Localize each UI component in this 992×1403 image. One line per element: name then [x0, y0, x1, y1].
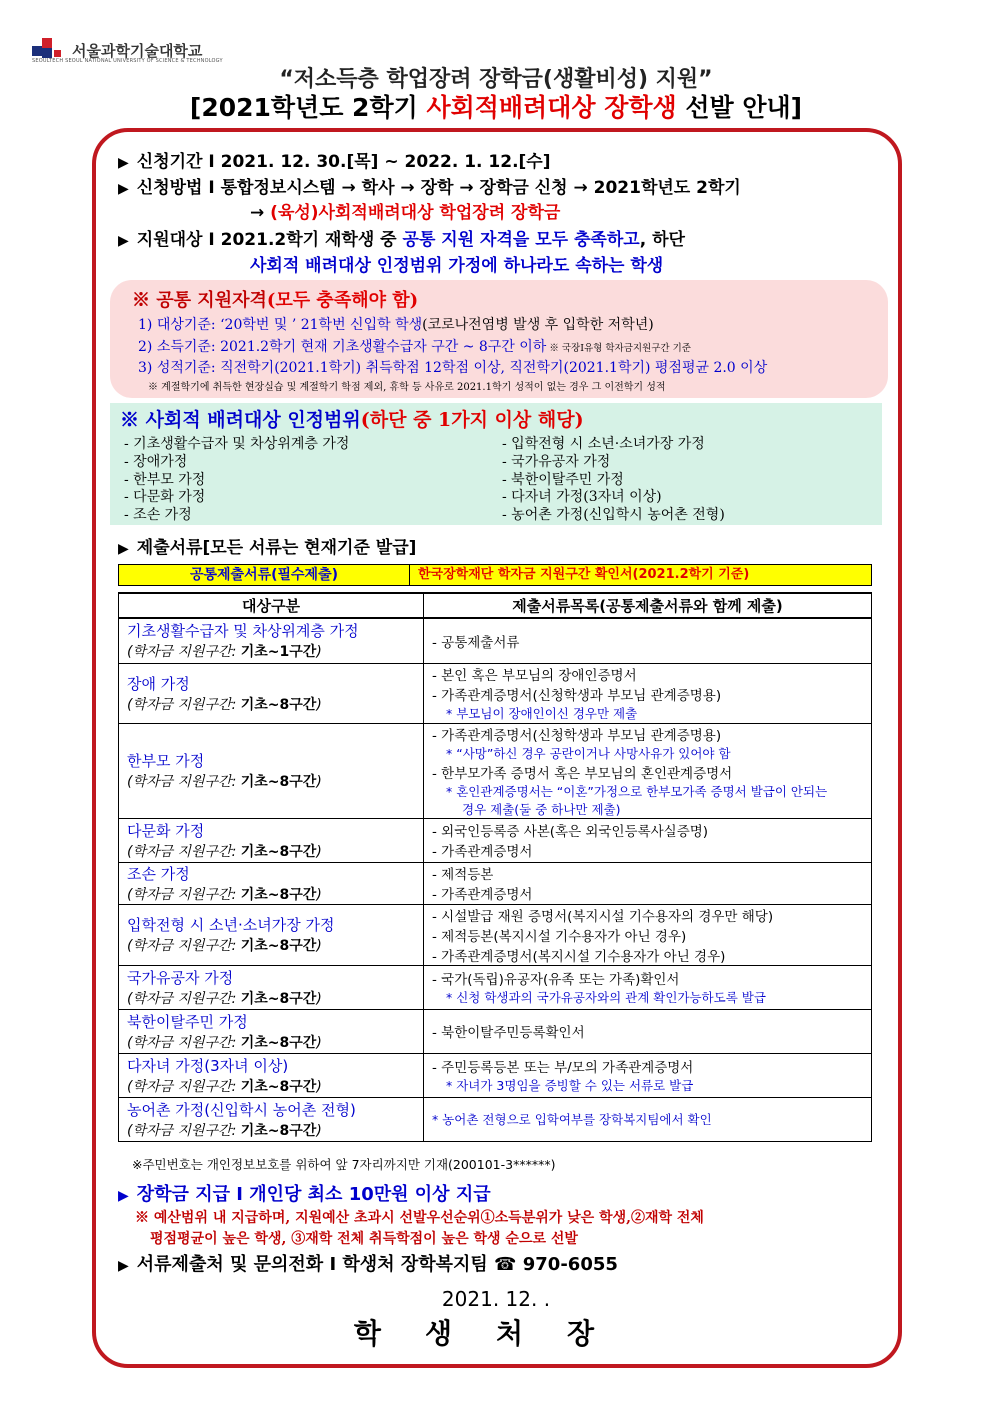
criteria-item: 3) 성적기준: 직전학기(2021.1학기) 취득학점 12학점 이상, 직전학기(2021.1학기) 평점평균 2.0 이상 — [138, 360, 768, 376]
social-range-item: - 농어촌 가정(신입학시 농어촌 전형) — [502, 507, 725, 523]
common-qualification-heading: ※ 공통 지원자격(모두 충족해야 함) — [132, 290, 419, 311]
documents-cell — [424, 1097, 872, 1141]
table-row — [119, 965, 872, 1009]
table-row — [119, 904, 872, 965]
payment-note: ※ 예산범위 내 지급하며, 지원예산 초과시 선발우선순위①소득분위가 낮은 학생,②재학 전체 — [135, 1210, 704, 1226]
category-cell — [119, 862, 424, 904]
category-cell — [119, 618, 424, 663]
bullet-icon: ▶ — [118, 233, 129, 249]
category-range: (학자금 지원구간: 기초~8구간) — [127, 1034, 322, 1051]
documents-cell — [424, 1053, 872, 1097]
category-range: (학자금 지원구간: 기초~8구간) — [127, 886, 322, 903]
category-cell — [119, 723, 424, 818]
documents-cell — [424, 818, 872, 862]
document-note: * 혼인관계증명서는 “이혼”가정으로 한부모가족 증명서 발급이 안되는 — [446, 783, 828, 799]
common-documents-bar — [118, 564, 872, 586]
criteria-item: 2) 소득기준: 2021.2학기 현재 기초생활수급자 구간 ~ 8구간 이하 ※ 국장Ⅰ유형 학자금지원구간 기준 — [138, 339, 691, 355]
document-item: - 가족관계증명서(신청학생과 부모님 관계증명용) — [432, 688, 722, 704]
document-item: - 가족관계증명서 — [432, 844, 533, 860]
scholarship-payment: ▶ 장학금 지급 I 개인당 최소 10만원 이상 지급 — [118, 1184, 491, 1205]
category-name: 한부모 가정 — [127, 752, 205, 770]
category-range: (학자금 지원구간: 기초~8구간) — [127, 843, 322, 860]
category-name: 북한이탈주민 가정 — [127, 1012, 248, 1031]
document-note: 경우 제출(둘 중 하나만 제출) — [462, 801, 621, 817]
document-item: - 북한이탈주민등록확인서 — [432, 1025, 585, 1041]
documents-cell — [424, 723, 872, 818]
table-row — [119, 1009, 872, 1053]
table-row — [119, 1053, 872, 1097]
category-name: 국가유공자 가정 — [127, 968, 234, 987]
social-range-item: - 다문화 가정 — [124, 489, 206, 505]
social-range-box — [110, 403, 882, 525]
social-range-item: - 다자녀 가정(3자녀 이상) — [502, 489, 662, 505]
category-name: 다자녀 가정(3자녀 이상) — [127, 1056, 289, 1075]
bullet-icon: ▶ — [118, 1188, 129, 1204]
social-range-heading: ※ 사회적 배려대상 인정범위(하단 중 1가지 이상 해당) — [120, 409, 584, 431]
category-range: (학자금 지원구간: 기초~8구간) — [127, 696, 322, 713]
document-item: * “사망”하신 경우 공란이거나 사망사유가 있어야 함 — [446, 745, 731, 761]
bullet-icon: ▶ — [118, 541, 129, 557]
category-cell — [119, 1053, 424, 1097]
document-note: * 농어촌 전형으로 입학여부를 장학복지팀에서 확인 — [432, 1112, 712, 1127]
document-item: - 본인 혹은 부모님의 장애인증명서 — [432, 668, 637, 684]
documents-cell — [424, 1009, 872, 1053]
table-header: 제출서류목록(공통제출서류와 함께 제출) — [424, 593, 872, 618]
category-range: (학자금 지원구간: 기초~8구간) — [127, 1122, 322, 1139]
issue-date: 2021. 12. . — [441, 1287, 551, 1311]
title-line2: [2021학년도 2학기 사회적배려대상 장학생 선발 안내] — [189, 93, 803, 122]
documents-cell — [424, 618, 872, 663]
payment-note: 평점평균이 높은 학생, ③재학 전체 취득학점이 높은 학생 순으로 선발 — [150, 1231, 578, 1247]
document-item: - 가족관계증명서 — [432, 887, 533, 903]
table-header: 대상구분 — [119, 593, 424, 618]
category-name: 기초생활수급자 및 차상위계층 가정 — [127, 622, 359, 641]
table-row — [119, 723, 872, 818]
category-range: (학자금 지원구간: 기초~1구간) — [127, 644, 322, 661]
support-target-line2: 사회적 배려대상 인정범위 가정에 하나라도 속하는 학생 — [250, 256, 664, 276]
category-cell — [119, 1009, 424, 1053]
social-range-item: - 북한이탈주민 가정 — [502, 472, 624, 488]
contact-info: ▶ 서류제출처 및 문의전화 I 학생처 장학복지팀 ☎ 970-6055 — [118, 1254, 618, 1275]
documents-cell — [424, 965, 872, 1009]
documents-cell — [424, 862, 872, 904]
social-range-item: - 한부모 가정 — [124, 472, 206, 488]
application-method: ▶ 신청방법 I 통합정보시스템 → 학사 → 장학 → 장학금 신청 → 2021학년도 2학기 — [118, 178, 741, 198]
category-range: (학자금 지원구간: 기초~8구간) — [127, 1078, 322, 1095]
table-row — [119, 862, 872, 904]
social-range-item: - 기초생활수급자 및 차상위계층 가정 — [124, 436, 350, 452]
category-cell — [119, 663, 424, 723]
category-cell — [119, 965, 424, 1009]
bullet-icon: ▶ — [118, 181, 129, 197]
resident-number-footnote: ※주민번호는 개인정보보호를 위하여 앞 7자리까지만 기재(200101-3******) — [132, 1157, 556, 1172]
document-note: * 자녀가 3명임을 증빙할 수 있는 서류로 발급 — [446, 1078, 694, 1093]
university-subname: SEOULTECH SEOUL NATIONAL UNIVERSITY OF SCIENCE & TECHNOLOGY — [32, 58, 223, 64]
document-item: - 국가(독립)유공자(유족 또는 가족)확인서 — [432, 972, 680, 988]
category-range: (학자금 지원구간: 기초~8구간) — [127, 990, 322, 1007]
documents-cell — [424, 904, 872, 965]
signature: 학생처장 — [353, 1317, 639, 1350]
title-line1: “저소득층 학업장려 장학금(생활비성) 지원” — [279, 67, 713, 92]
university-name: 서울과학기술대학교 — [72, 42, 203, 60]
criteria-item: 1) 대상기준: ‘20학번 및 ’ 21학번 신입학 학생(코로나전염병 발생 후 입학한 저학년) — [138, 317, 654, 333]
category-name: 다문화 가정 — [127, 821, 205, 840]
common-documents-label: 공통제출서류(필수제출) — [119, 565, 410, 585]
table-row — [119, 818, 872, 862]
documents-heading: ▶ 제출서류[모든 서류는 현재기준 발급] — [118, 538, 417, 558]
social-range-item: - 장애가정 — [124, 454, 188, 470]
category-range: (학자금 지원구간: 기초~8구간) — [127, 774, 322, 790]
category-cell — [119, 1097, 424, 1141]
social-range-item: - 조손 가정 — [124, 507, 192, 523]
category-name: 조손 가정 — [127, 864, 190, 883]
document-item: - 제적등본 — [432, 867, 494, 883]
category-cell — [119, 904, 424, 965]
table-row — [119, 663, 872, 723]
category-name: 입학전형 시 소년·소녀가장 가정 — [127, 916, 335, 934]
social-range-item: - 국가유공자 가정 — [502, 454, 611, 470]
documents-cell — [424, 663, 872, 723]
support-target: ▶ 지원대상 I 2021.2학기 재학생 중 공통 지원 자격을 모두 충족하고, 하단 — [118, 230, 685, 250]
documents-table — [118, 592, 872, 1142]
document-item: - 가족관계증명서(복지시설 기수용자가 아닌 경우) — [432, 948, 726, 965]
social-range-item: - 입학전형 시 소년·소녀가장 가정 — [502, 436, 705, 452]
bullet-icon: ▶ — [118, 155, 129, 171]
application-method-line2: → (육성)사회적배려대상 학업장려 장학금 — [250, 203, 561, 223]
document-item: - 공통제출서류 — [432, 634, 520, 651]
table-row — [119, 1097, 872, 1141]
document-item: - 가족관계증명서(신청학생과 부모님 관계증명용) — [432, 727, 722, 744]
document-item: - 제적등본(복지시설 기수용자가 아닌 경우) — [432, 928, 687, 945]
document-item: - 한부모가족 증명서 혹은 부모님의 혼인관계증명서 — [432, 765, 733, 782]
common-qualification-box — [110, 280, 888, 398]
category-range: (학자금 지원구간: 기초~8구간) — [127, 938, 322, 954]
common-documents-value: 한국장학재단 학자금 지원구간 확인서(2021.2학기 기준) — [418, 567, 750, 582]
application-period: ▶ 신청기간 I 2021. 12. 30.[목] ~ 2022. 1. 12.[수] — [118, 152, 551, 172]
category-name: 농어촌 가정(신입학시 농어촌 전형) — [127, 1100, 356, 1119]
category-name: 장애 가정 — [127, 674, 190, 693]
category-cell — [119, 818, 424, 862]
bullet-icon: ▶ — [118, 1258, 129, 1274]
document-item: - 주민등록등본 또는 부/모의 가족관계증명서 — [432, 1060, 694, 1076]
document-note: * 부모님이 장애인이신 경우만 제출 — [446, 706, 638, 721]
criteria-note: ※ 계절학기에 취득한 현장실습 및 계절학기 학점 제외, 휴학 등 사유로 2021.1학기 성적이 없는 경우 그 이전학기 성적 — [148, 382, 666, 393]
table-row — [119, 618, 872, 663]
document-note: * 신청 학생과의 국가유공자와의 관계 확인가능하도록 발급 — [446, 990, 766, 1005]
document-item: - 외국인등록증 사본(혹은 외국인등록사실증명) — [432, 824, 709, 840]
document-item: - 시설발급 재원 증명서(복지시설 기수용자의 경우만 해당) — [432, 908, 774, 925]
